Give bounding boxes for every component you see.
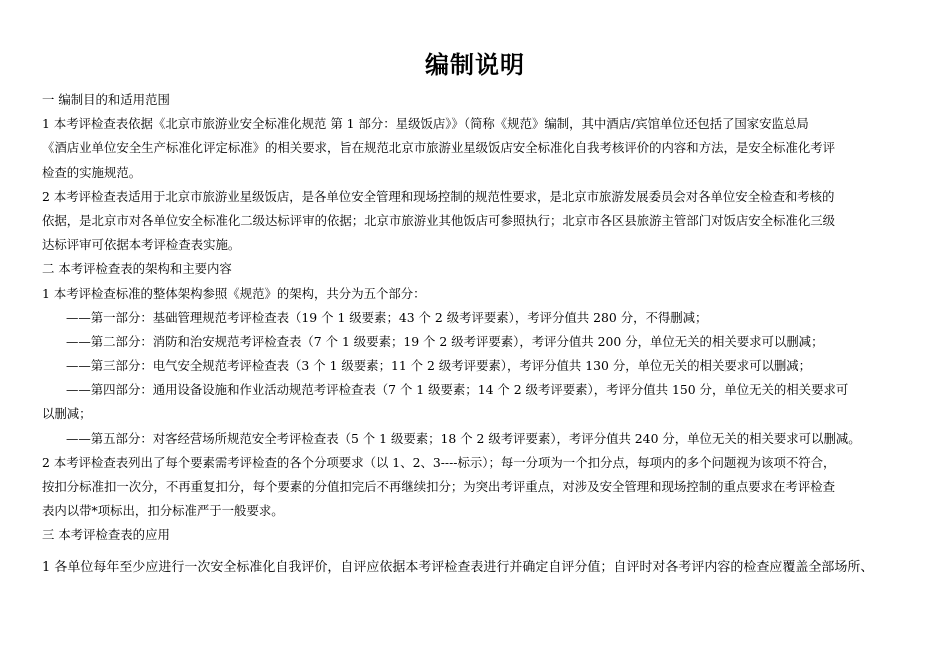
list-item: ——第一部分：基础管理规范考评检查表（19 个 1 级要素；43 个 2 级考评要素），考评分值共 280 分，不得删减； bbox=[66, 309, 708, 325]
section-heading-3: 三 本考评检查表的应用 bbox=[42, 527, 170, 543]
section-heading-2: 二 本考评检查表的架构和主要内容 bbox=[42, 261, 232, 277]
paragraph-line: 达标评审可依据本考评检查表实施。 bbox=[42, 237, 241, 253]
list-item: ——第五部分：对客经营场所规范安全考评检查表（5 个 1 级要素；18 个 2 级考评要素），考评分值共 240 分，单位无关的相关要求可以删减。 bbox=[66, 430, 861, 446]
section-heading-1: 一 编制目的和适用范围 bbox=[42, 92, 170, 107]
list-item: ——第四部分：通用设备设施和作业活动规范考评检查表（7 个 1 级要素；14 个 2 级考评要素），考评分值共 150 分，单位无关的相关要求可 bbox=[66, 382, 849, 398]
paragraph-line: 按扣分标准扣一次分，不再重复扣分，每个要素的分值扣完后不再继续扣分；为突出考评重点，对涉及安全管理和现场控制的重点要求在考评检查 bbox=[42, 479, 835, 494]
list-item: ——第三部分：电气安全规范考评检查表（3 个 1 级要素；11 个 2 级考评要素），考评分值共 130 分，单位无关的相关要求可以删减； bbox=[66, 358, 812, 374]
paragraph-line: 检查的实施规范。 bbox=[42, 164, 142, 180]
document-body bbox=[42, 88, 914, 581]
list-item-continuation: 以删减； bbox=[42, 406, 92, 422]
paragraph-line: 依据，是北京市对各单位安全标准化二级达标评审的依据；北京市旅游业其他饭店可参照执行；北京市各区县旅游主管部门对饭店安全标准化三级 bbox=[42, 212, 835, 228]
document-title: 编制说明 bbox=[425, 51, 525, 79]
paragraph-line: 1 本考评检查标准的整体架构参照《规范》的架构，共分为五个部分： bbox=[42, 285, 426, 301]
list-item: ——第二部分：消防和治安规范考评检查表（7 个 1 级要素；19 个 2 级考评要素），考评分值共 200 分，单位无关的相关要求可以删减； bbox=[66, 333, 824, 349]
paragraph-line: 表内以带*项标出，扣分标准严于一般要求。 bbox=[42, 503, 284, 519]
paragraph-line: 2 本考评检查表适用于北京市旅游业星级饭店，是各单位安全管理和现场控制的规范性要求，是北京市旅游发展委员会对各单位安全检查和考核的 bbox=[42, 188, 835, 204]
paragraph-line: 1 本考评检查表依据《北京市旅游业安全标准化规范 第 1 部分：星级饭店》》（简称《规范》编制，其中酒店/宾馆单位还包括了国家安监总局 bbox=[42, 116, 809, 132]
paragraph-line: 1 各单位每年至少应进行一次安全标准化自我评价，自评应依据本考评检查表进行并确定自评分值；自评时对各考评内容的检查应覆盖全部场所、 bbox=[42, 559, 874, 575]
paragraph-line: 2 本考评检查表列出了每个要素需考评检查的各个分项要求（以 1、2、3----标示）；每一分项为一个扣分点，每项内的多个问题视为该项不符合， bbox=[42, 454, 836, 470]
paragraph-line: 《酒店业单位安全生产标准化评定标准》的相关要求，旨在规范北京市旅游业星级饭店安全标准化自我考核评价的内容和方法，是安全标准化考评 bbox=[42, 140, 835, 156]
